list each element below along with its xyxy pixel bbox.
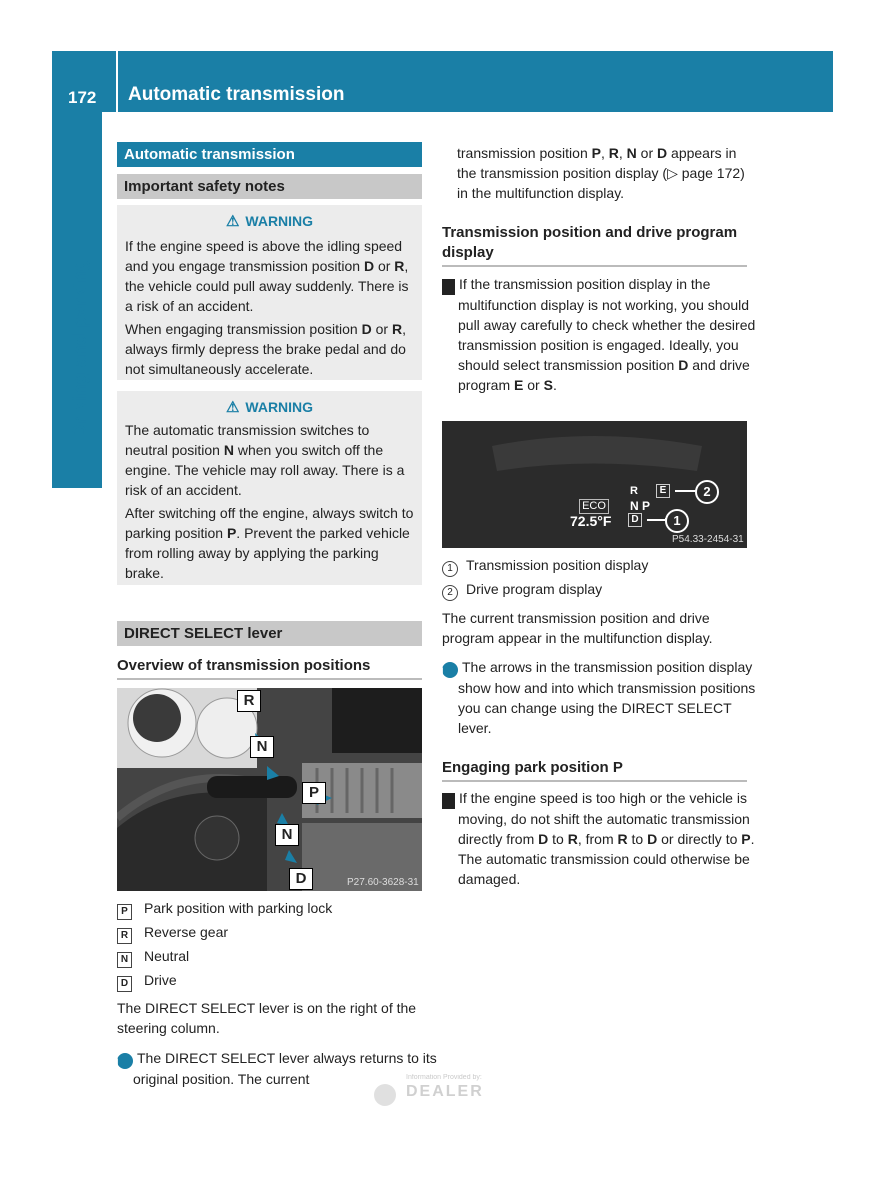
warning-heading: ⚠ WARNING [225,213,314,230]
warning-text: When engaging transmission position D or R, always firmly depress the brake pedal and do not simultaneously accelerate. [125,321,406,377]
current-position-paragraph: The current transmission position and drive program appear in the multifunction display. [442,610,713,646]
eco-indicator: ECO [579,499,609,514]
info-icon: i [442,662,458,678]
dealer-watermark [372,1072,507,1108]
callout-2: 2 [695,480,719,504]
legend-item: P Park position with parking lock [117,898,422,922]
warning-triangle-icon: ⚠ [225,399,240,416]
lever-label-n: N [250,736,274,758]
watermark-caption: Information Provided by: [406,1074,482,1081]
exclamation-icon: ! [442,793,455,809]
lever-photo [117,688,422,891]
info-note-1: i The DIRECT SELECT lever always returns to its original position. The current [115,1050,437,1087]
caution-note-1: ! If the transmission position display in the multifunction display is not working, you should pull away carefully to check whether the desired transmission position is engaged. Ideally, you should select transmission position D and drive program E or S. [438,276,756,393]
display-photo [442,421,747,548]
legend-item: R Reverse gear [117,922,422,946]
page-number: 172 [68,88,97,107]
image-code: P27.60-3628-31 [347,877,419,888]
legend-list [117,898,422,994]
header-divider [116,51,118,112]
lever-label-p: P [302,782,326,804]
legend-item: D Drive [117,970,422,994]
page-title: Automatic transmission [128,84,345,105]
lever-label-r: R [237,690,261,712]
temperature-readout: 72.5°F [570,513,612,529]
gear-r: R [630,485,638,497]
heading-overview: Overview of transmission positions [117,656,422,680]
warning-heading: ⚠ WARNING [225,399,314,416]
callout-list [442,555,749,603]
program-e: E [656,484,670,498]
callout-list-item: 1 Transmission position display [442,555,749,579]
continued-paragraph: transmission position P, R, N or D appears in the transmission position display (▷ page 172) in the multifunction display. [457,145,745,201]
warning-text: The automatic transmission switches to neutral position N when you switch off the engine. The vehicle may roll away. There is a risk of an accident. [125,422,405,498]
lever-paragraph: The DIRECT SELECT lever is on the right of the steering column. [117,1000,417,1036]
gear-np: N P [630,499,651,513]
section-bar-automatic-transmission: Automatic transmission [117,142,422,167]
watermark-logo-icon [374,1084,396,1106]
callout-1: 1 [665,509,689,533]
warning-triangle-icon: ⚠ [225,213,240,230]
section-bar-safety-notes: Important safety notes [117,174,422,199]
info-note-2: i The arrows in the transmission position display show how and into which transmission positions you can change using the DIRECT SELECT lever. [440,659,756,736]
heading-display: Transmission position and drive program display [442,223,747,267]
section-bar-direct-select: DIRECT SELECT lever [117,621,422,646]
warning-box-2 [117,391,422,585]
exclamation-icon: ! [442,279,455,295]
lever-illustration [117,688,422,891]
image-code: P54.33-2454-31 [672,534,744,545]
lever-label-n2: N [275,824,299,846]
legend-item: N Neutral [117,946,422,970]
lever-label-d: D [289,868,313,890]
warning-box-1 [117,205,422,380]
heading-park: Engaging park position P [442,758,747,782]
watermark-brand: DEALER [406,1083,484,1100]
callout-list-item: 2 Drive program display [442,579,749,603]
caution-note-2: ! If the engine speed is too high or the vehicle is moving, do not shift the automatic transmission directly from D to R, from R to D or directly to P. The automatic transmission could otherwise be damaged. [438,790,755,887]
gear-d: D [628,513,642,527]
info-icon: i [117,1053,133,1069]
warning-text: After switching off the engine, always switch to parking position P. Prevent the parked vehicle from rolling away by applying the parking brake. [125,505,414,581]
side-tab-label: Driving and parking [70,259,91,438]
warning-text: If the engine speed is above the idling speed and you engage transmission position D or R, the vehicle could pull away suddenly. There is a risk of an accident. [125,238,409,314]
